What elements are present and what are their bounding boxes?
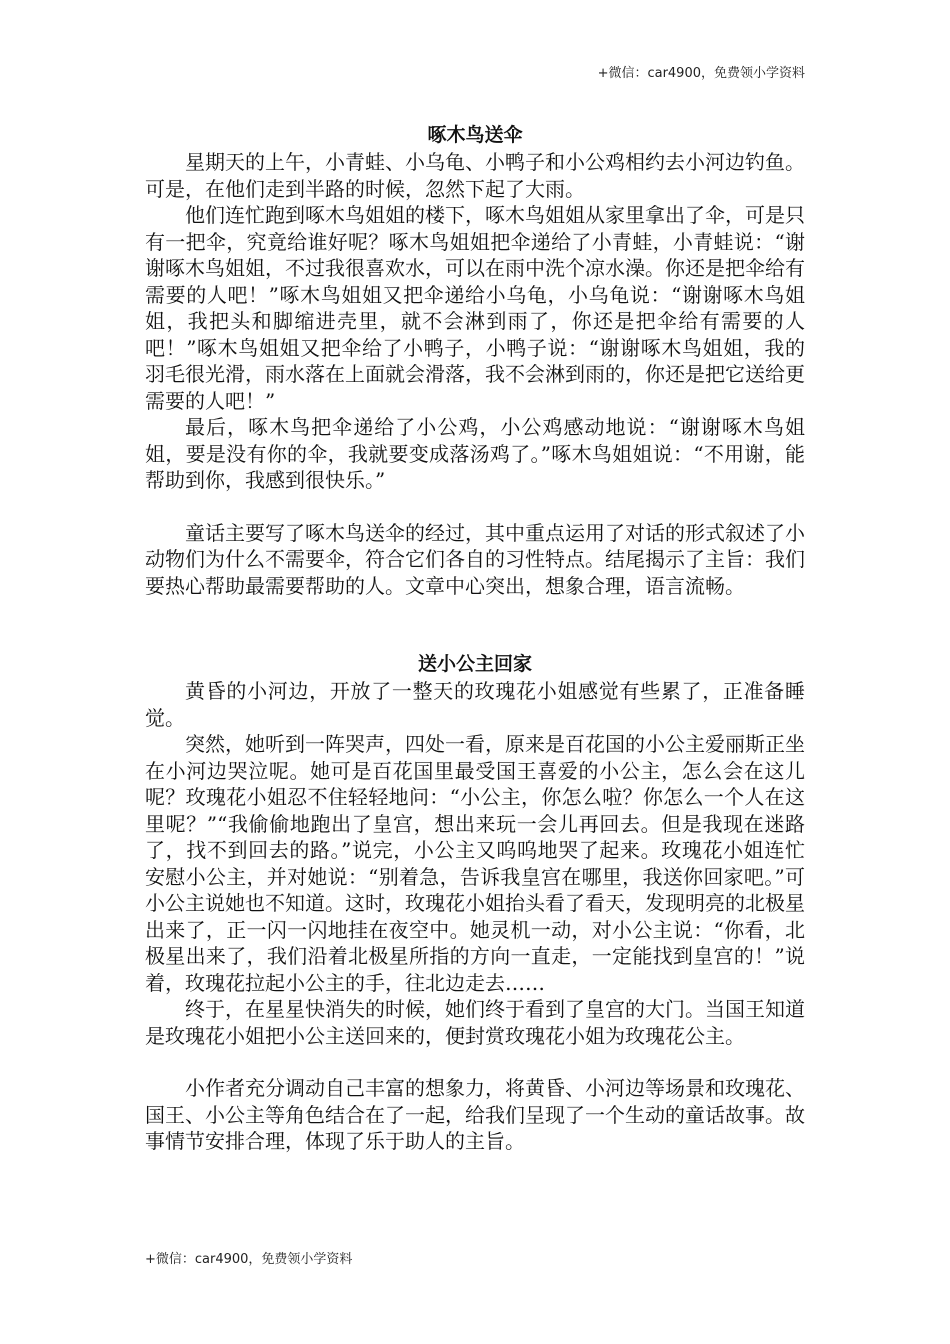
story-paragraph: 终于，在星星快消失的时候，她们终于看到了皇宫的大门。当国王知道是玫瑰花小姐把小公主送回来的，便封赏玫瑰花小姐为玫瑰花公主。 xyxy=(145,997,805,1048)
story-paragraph: 突然，她听到一阵哭声，四处一看，原来是百花国的小公主爱丽斯正坐在小河边哭泣呢。她可是百花国里最受国王喜爱的小公主，怎么会在这儿呢？玫瑰花小姐忍不住轻轻地问：“小公主，你怎么啦？你怎么一个人在这里呢？”“我偷偷地跑出了皇宫，想出来玩一会儿再回去。但是我现在迷路了，找不到回去的路。”说完，小公主又呜呜地哭了起来。玫瑰花小姐连忙安慰小公主，并对她说：“别着急，告诉我皇宫在哪里，我送你回家吧。”可小公主说她也不知道。这时，玫瑰花小姐抬头看了看天，发现明亮的北极星出来了，正一闪一闪地挂在夜空中。她灵机一动，对小公主说：“你看，北极星出来了，我们沿着北极星所指的方向一直走，一定能找到皇宫的！”说着，玫瑰花拉起小公主的手，往北边走去…… xyxy=(145,732,805,995)
spacer xyxy=(145,494,805,520)
story-title: 啄木鸟送伞 xyxy=(427,124,523,146)
story-woodpecker xyxy=(145,122,805,599)
page-header: +微信：car4900，免费领小学资料 xyxy=(597,66,805,81)
story-comment: 小作者充分调动自己丰富的想象力，将黄昏、小河边等场景和玫瑰花、国王、小公主等角色结合在了一起，给我们呈现了一个生动的童话故事。故事情节安排合理，体现了乐于助人的主旨。 xyxy=(145,1076,805,1153)
story-paragraph: 星期天的上午，小青蛙、小乌龟、小鸭子和小公鸡相约去小河边钓鱼。可是，在他们走到半路的时候，忽然下起了大雨。 xyxy=(145,150,805,201)
story-title: 送小公主回家 xyxy=(417,653,532,675)
story-paragraph: 他们连忙跑到啄木鸟姐姐的楼下，啄木鸟姐姐从家里拿出了伞，可是只有一把伞，究竟给谁好呢？啄木鸟姐姐把伞递给了小青蛙，小青蛙说：“谢谢啄木鸟姐姐，不过我很喜欢水，可以在雨中洗个凉水澡。你还是把伞给有需要的人吧！”啄木鸟姐姐又把伞递给小乌龟，小乌龟说：“谢谢啄木鸟姐姐，我把头和脚缩进壳里，就不会淋到雨了，你还是把伞给有需要的人吧！”啄木鸟姐姐又把伞给了小鸭子，小鸭子说：“谢谢啄木鸟姐姐，我的羽毛很光滑，雨水落在上面就会滑落，我不会淋到雨的，你还是把它送给更需要的人吧！” xyxy=(145,203,805,413)
spacer xyxy=(145,599,805,651)
page-footer: +微信：car4900，免费领小学资料 xyxy=(145,1252,353,1267)
spacer xyxy=(145,1049,805,1075)
story-princess xyxy=(145,651,805,1155)
document-body xyxy=(145,122,805,1155)
story-paragraph: 最后，啄木鸟把伞递给了小公鸡，小公鸡感动地说：“谢谢啄木鸟姐姐，要是没有你的伞，我就要变成落汤鸡了。”啄木鸟姐姐说：“不用谢，能帮助到你，我感到很快乐。” xyxy=(145,415,805,492)
story-paragraph: 黄昏的小河边，开放了一整天的玫瑰花小姐感觉有些累了，正准备睡觉。 xyxy=(145,679,805,730)
story-comment: 童话主要写了啄木鸟送伞的经过，其中重点运用了对话的形式叙述了小动物们为什么不需要伞，符合它们各自的习性特点。结尾揭示了主旨：我们要热心帮助最需要帮助的人。文章中心突出，想象合理，语言流畅。 xyxy=(145,520,805,598)
